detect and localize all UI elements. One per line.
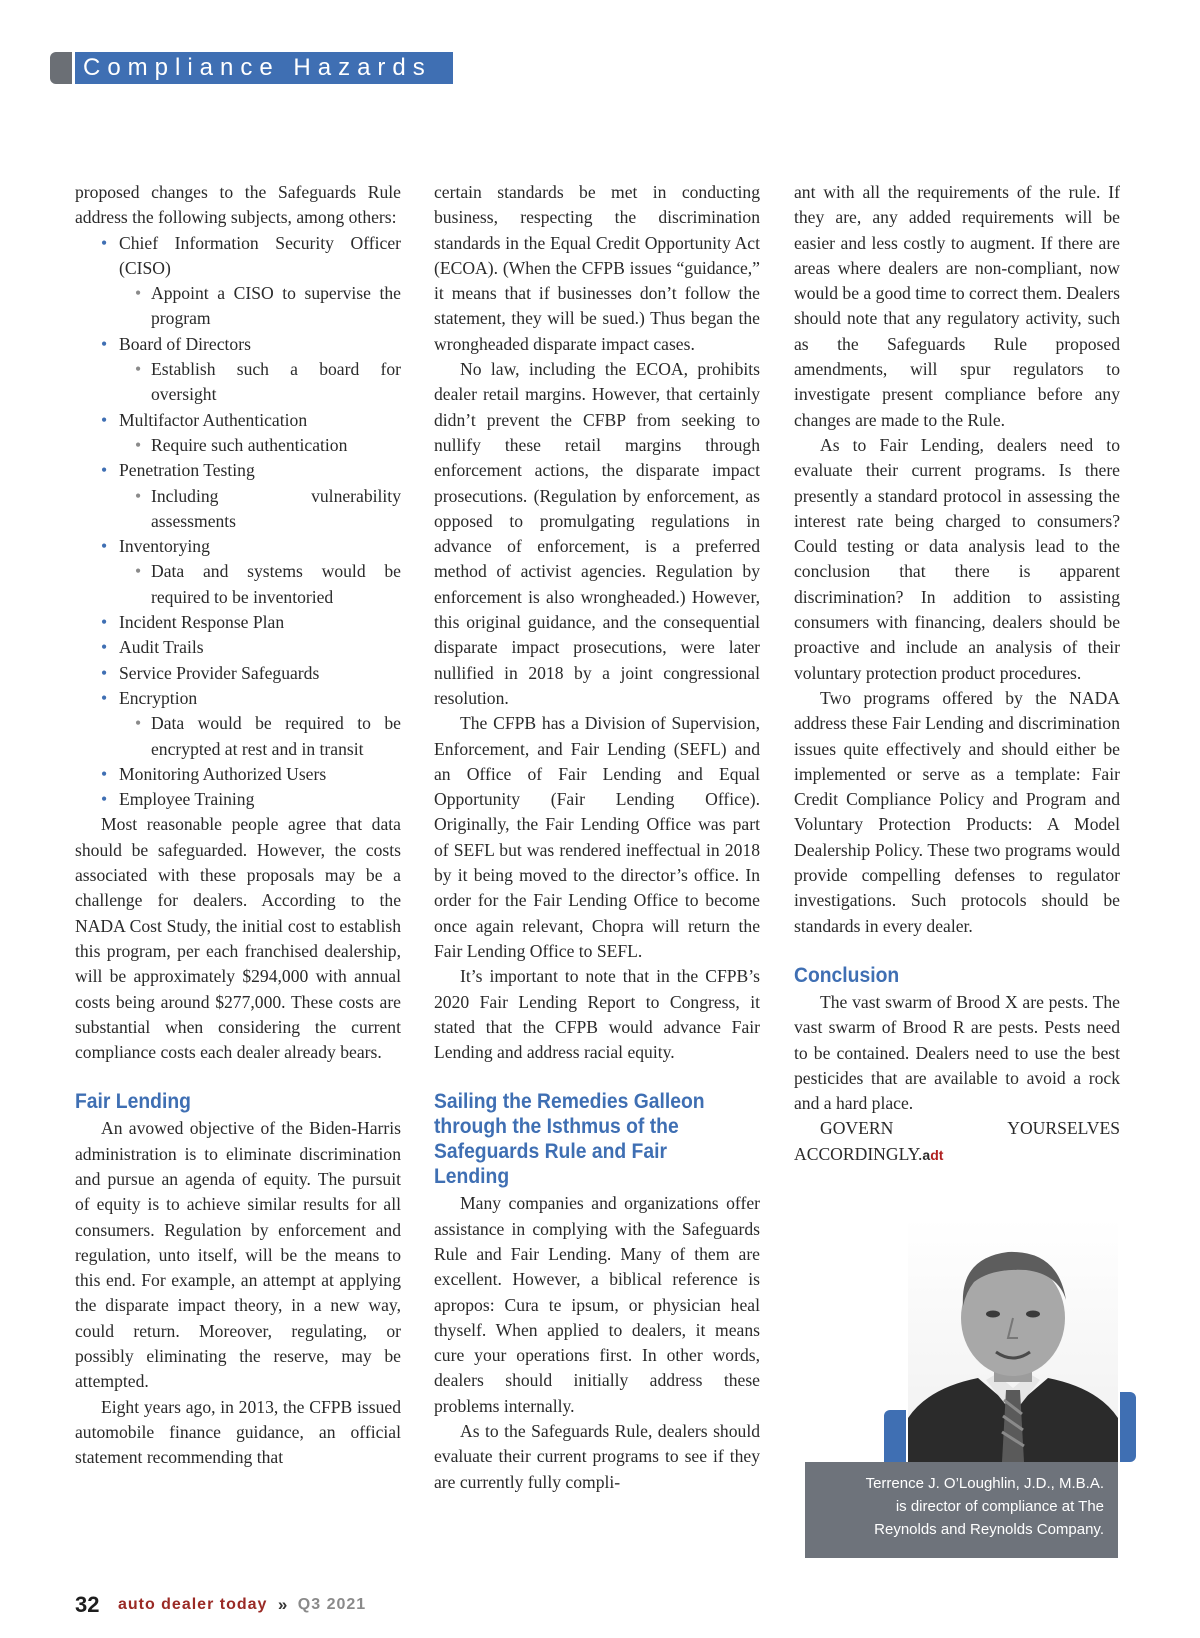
double-chevron-icon: » — [277, 1595, 288, 1614]
paragraph: GOVERN YOURSELVES ACCORDINGLY.adt — [794, 1118, 1120, 1164]
sub-list-item: • Including vulnerability assessments — [135, 484, 401, 535]
heading-conclusion: Conclusion — [794, 963, 900, 987]
photo-frame-accent-right — [1120, 1392, 1136, 1462]
sub-list-item: • Data would be required to be encrypted at rest and in transit — [135, 711, 401, 762]
paragraph: No law, including the ECOA, prohibits dealer retail margins. However, that certainly didn’t prevent the CFBP from seeking to nullify these retail margins through enforcement actions, the disparate impact prosecutions. (Regulation by enforcement, as opposed to promulgating regulations in advance of enforcement, is a preferred method of activist agencies. Regulation by enforcement is also wrongheaded.) However, this original guidance, and the consequential disparate impact prosecutions, were later nullified in 2018 by a joint congressional resolution. — [434, 359, 760, 708]
heading-sailing-remedies: Sailing the Remedies Galleon through the Isthmus of the Safeguards Rule and Fair Lending — [434, 1090, 705, 1189]
list-item: • Incident Response Plan — [101, 610, 401, 635]
sub-list-item: • Establish such a board for oversight — [135, 357, 401, 408]
paragraph: The CFPB has a Division of Supervision, Enforcement, and Fair Lending (SEFL) and an Office of Fair Lending and Equal Opportunity (Fair Lending Office). Originally, the Fair Lending Office was part of SEFL but was rendered ineffectual in 2018 by it being moved to the director’s office. In order for the Fair Lending Office to become once again relevant, Chopra will return the Fair Lending Office to SEFL. — [434, 713, 760, 961]
paragraph: As to the Safeguards Rule, dealers should evaluate their current programs to see if they are currently fully compli- — [434, 1421, 760, 1492]
column-1 — [75, 180, 401, 1471]
column-3 — [794, 180, 1120, 1168]
paragraph: It’s important to note that in the CFPB’s 2020 Fair Lending Report to Congress, it stated that the CFPB would advance Fair Lending and address racial equity. — [434, 966, 760, 1063]
heading-fair-lending: Fair Lending — [75, 1090, 191, 1114]
paragraph: Most reasonable people agree that data should be safeguarded. However, the costs associated with these proposals may be a challenge for dealers. According to the NADA Cost Study, the initial cost to establish this program, per each franchised dealership, will be approximately $294,000 with annual costs being around $277,000. These costs are substantial when considering the current compliance costs each dealer already bears. — [75, 814, 401, 1063]
author-caption — [805, 1462, 1118, 1558]
paragraph: The vast swarm of Brood X are pests. The vast swarm of Brood R are pests. Pests need to be contained. Dealers need to use the best pesticides that are available to avoid a rock and a hard place. — [794, 991, 1120, 1114]
paragraph: Many companies and organizations offer assistance in complying with the Safeguards Rule and Fair Lending. Many of them are excellent. However, a biblical reference is apropos: Cura te ipsum, or physician heal thyself. When applied to dealers, it means cure your operations first. In other words, dealers should initially address these problems internally. — [434, 1193, 760, 1416]
list-item: • Chief Information Security Officer (CISO) • Appoint a CISO to supervise the program — [101, 231, 401, 332]
sub-list-item: • Appoint a CISO to supervise the program — [135, 281, 401, 332]
page-footer — [75, 1592, 366, 1620]
caption-line: Terrence J. O’Loughlin, J.D., M.B.A. — [865, 1475, 1104, 1492]
paragraph: Eight years ago, in 2013, the CFPB issued automobile finance guidance, an official statement recommending that — [75, 1396, 401, 1468]
paragraph: proposed changes to the Safeguards Rule address the following subjects, among others: — [75, 182, 401, 228]
sub-list-item: • Require such authentication — [135, 433, 401, 458]
column-2 — [434, 180, 760, 1495]
author-portrait-image — [908, 1218, 1118, 1462]
list-item: • Board of Directors • Establish such a board for oversight — [101, 332, 401, 408]
caption-line: is director of compliance at The — [895, 1498, 1104, 1515]
list-item: • Monitoring Authorized Users — [101, 762, 401, 787]
sub-list-item: • Data and systems would be required to be inventoried — [135, 559, 401, 610]
page-number: 32 — [75, 1592, 100, 1617]
photo-frame-accent-left — [884, 1410, 906, 1462]
paragraph: Two programs offered by the NADA address these Fair Lending and discrimination issues quite effectively and should either be implemented or serve as a template: Fair Credit Compliance Policy and Program and Voluntary Protection Products: A Model Dealership Policy. These two programs would provide compelling defenses to regulator investigations. Such protocols should be standards in every dealer. — [794, 687, 1120, 936]
caption-line: Reynolds and Reynolds Company. — [874, 1521, 1104, 1538]
list-item: • Inventorying • Data and systems would be required to be inventoried — [101, 534, 401, 610]
list-item: • Audit Trails — [101, 635, 401, 660]
list-item: • Encryption • Data would be required to be encrypted at rest and in transit — [101, 686, 401, 762]
paragraph: ant with all the requirements of the rule. If they are, any added requirements will be easier and less costly to augment. If there are areas where dealers are non-compliant, now would be a good time to correct them. Dealers should note that any regulatory activity, such as the Safeguards Rule proposed amendments, will spur regulators to investigate present compliance before any changes are made to the Rule. — [794, 182, 1120, 430]
author-photo — [908, 1218, 1118, 1462]
magazine-name: auto dealer today — [117, 1596, 268, 1613]
section-header: Compliance Hazards — [75, 52, 453, 84]
list-item: • Employee Training — [101, 787, 401, 812]
paragraph: An avowed objective of the Biden-Harris administration is to eliminate discrimination and pursue an agenda of equity. The pursuit of equity is to achieve similar results for all consumers. Regulation by enforcement and regulation, unto itself, will be the means to this end. For example, an attempt at applying the disparate impact theory, in a new way, could return. Moreover, regulating, or possibly eliminating the reserve, may be attempted. — [75, 1118, 401, 1392]
list-item: • Penetration Testing • Including vulnerability assessments — [101, 458, 401, 534]
paragraph: certain standards be met in conducting business, respecting the discrimination standards in the Equal Credit Opportunity Act (ECOA). (When the CFPB issues “guidance,” it means that if businesses don’t follow the statement, they will be sued.) Thus began the wrongheaded disparate impact cases. — [434, 182, 760, 354]
safeguards-subjects-list — [75, 231, 401, 813]
list-item: • Service Provider Safeguards — [101, 661, 401, 686]
end-mark-logo: adt — [922, 1146, 944, 1163]
paragraph: As to Fair Lending, dealers need to evaluate their current programs. Is there presently a standard protocol in assessing the interest rate being charged to consumers? Could testing or data analysis lead to the conclusion that there is apparent discrimination? In addition to assisting consumers with financing, dealers should be proactive and include an analysis of their voluntary protection product procedures. — [794, 434, 1120, 683]
list-item: • Multifactor Authentication • Require such authentication — [101, 408, 401, 459]
issue-label: Q3 2021 — [297, 1596, 367, 1613]
header-tab-decoration — [50, 52, 72, 84]
